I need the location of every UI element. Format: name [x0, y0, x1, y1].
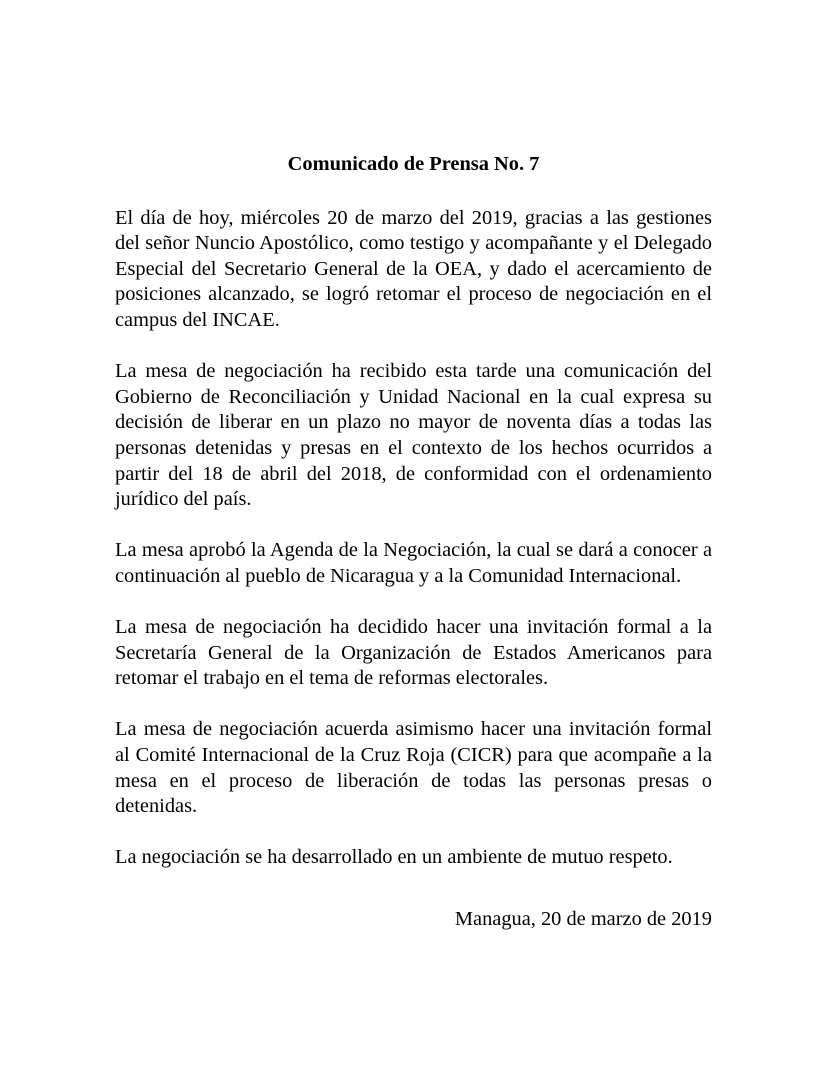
paragraph-4: La mesa de negociación ha decidido hacer una invitación formal a la Secretaría General de la Organización de Estados Americanos para retomar el trabajo en el tema de reformas electorales.: [115, 616, 712, 690]
paragraph-2: La mesa de negociación ha recibido esta tarde una comunicación del Gobierno de Reconciliación y Unidad Nacional en la cual expresa su decisión de liberar en un plazo no mayor de noventa días a todas las personas detenidas y presas en el contexto de los hechos ocurridos a partir del 18 de abril del 2018, de conformidad con el ordenamiento jurídico del país.: [115, 360, 712, 511]
paragraph-5: La mesa de negociación acuerda asimismo hacer una invitación formal al Comité Internacional de la Cruz Roja (CICR) para que acompañe a la mesa en el proceso de liberación de todas las personas presas o detenidas.: [115, 718, 712, 818]
document-body: [115, 152, 712, 933]
paragraph-3: La mesa aprobó la Agenda de la Negociación, la cual se dará a conocer a continuación al pueblo de Nicaragua y a la Comunidad Internacional.: [115, 539, 712, 587]
place-date-line: Managua, 20 de marzo de 2019: [454, 908, 712, 931]
paragraph-1: El día de hoy, miércoles 20 de marzo del 2019, gracias a las gestiones del señor Nuncio Apostólico, como testigo y acompañante y el Delegado Especial del Secretario General de la OEA, y dado el acercamiento de posiciones alcanzado, se logró retomar el proceso de negociación en el campus del INCAE.: [115, 206, 712, 331]
page-title: Comunicado de Prensa No. 7: [287, 153, 540, 175]
paragraph-6: La negociación se ha desarrollado en un ambiente de mutuo respeto.: [115, 846, 673, 869]
